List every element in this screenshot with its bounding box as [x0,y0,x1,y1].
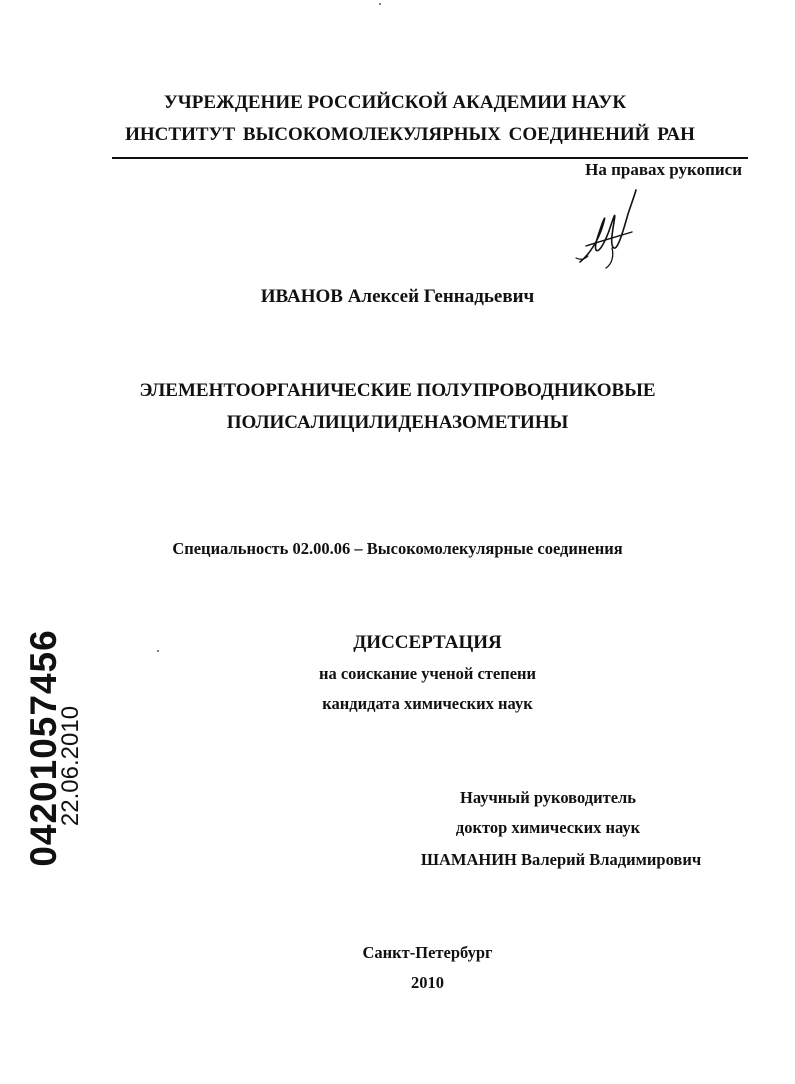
institution-line-1: УЧРЕЖДЕНИЕ РОССИЙСКОЙ АКАДЕМИИ НАУК [163,92,627,113]
city: Санкт-Петербург [362,943,493,962]
library-stamp-number: 04201057456 [23,629,64,867]
supervisor-surname: ШАМАНИН [420,850,517,869]
scan-speck [157,650,159,652]
supervisor-given-names: Валерий Владимирович [521,850,702,869]
signature-image [572,188,642,270]
supervisor-role: Научный руководитель [460,788,636,807]
header-divider [112,157,748,159]
speciality: Специальность 02.00.06 – Высокомолекулярные соединения [172,539,623,558]
author-given-names: Алексей Геннадьевич [347,286,535,307]
author-surname: ИВАНОВ [260,286,343,307]
institution-line-2: ИНСТИТУТ ВЫСОКОМОЛЕКУЛЯРНЫХ СОЕДИНЕНИЙ РАН [125,124,695,145]
rights-note: На правах рукописи [585,160,742,179]
dissertation-degree-line-2: кандидата химических наук [322,694,533,713]
library-stamp-date: 22.06.2010 [57,705,84,827]
dissertation-type: ДИССЕРТАЦИЯ [353,632,502,653]
author-name [0,286,795,308]
dissertation-degree-line-1: на соискание ученой степени [318,664,537,683]
supervisor-degree: доктор химических наук [455,818,641,837]
thesis-title-line-2: ПОЛИСАЛИЦИЛИДЕНАЗОМЕТИНЫ [226,412,569,433]
thesis-title-line-1: ЭЛЕМЕНТООРГАНИЧЕСКИЕ ПОЛУПРОВОДНИКОВЫЕ [139,380,656,401]
supervisor-name [396,850,726,870]
scan-speck [379,3,381,5]
year: 2010 [411,973,444,992]
